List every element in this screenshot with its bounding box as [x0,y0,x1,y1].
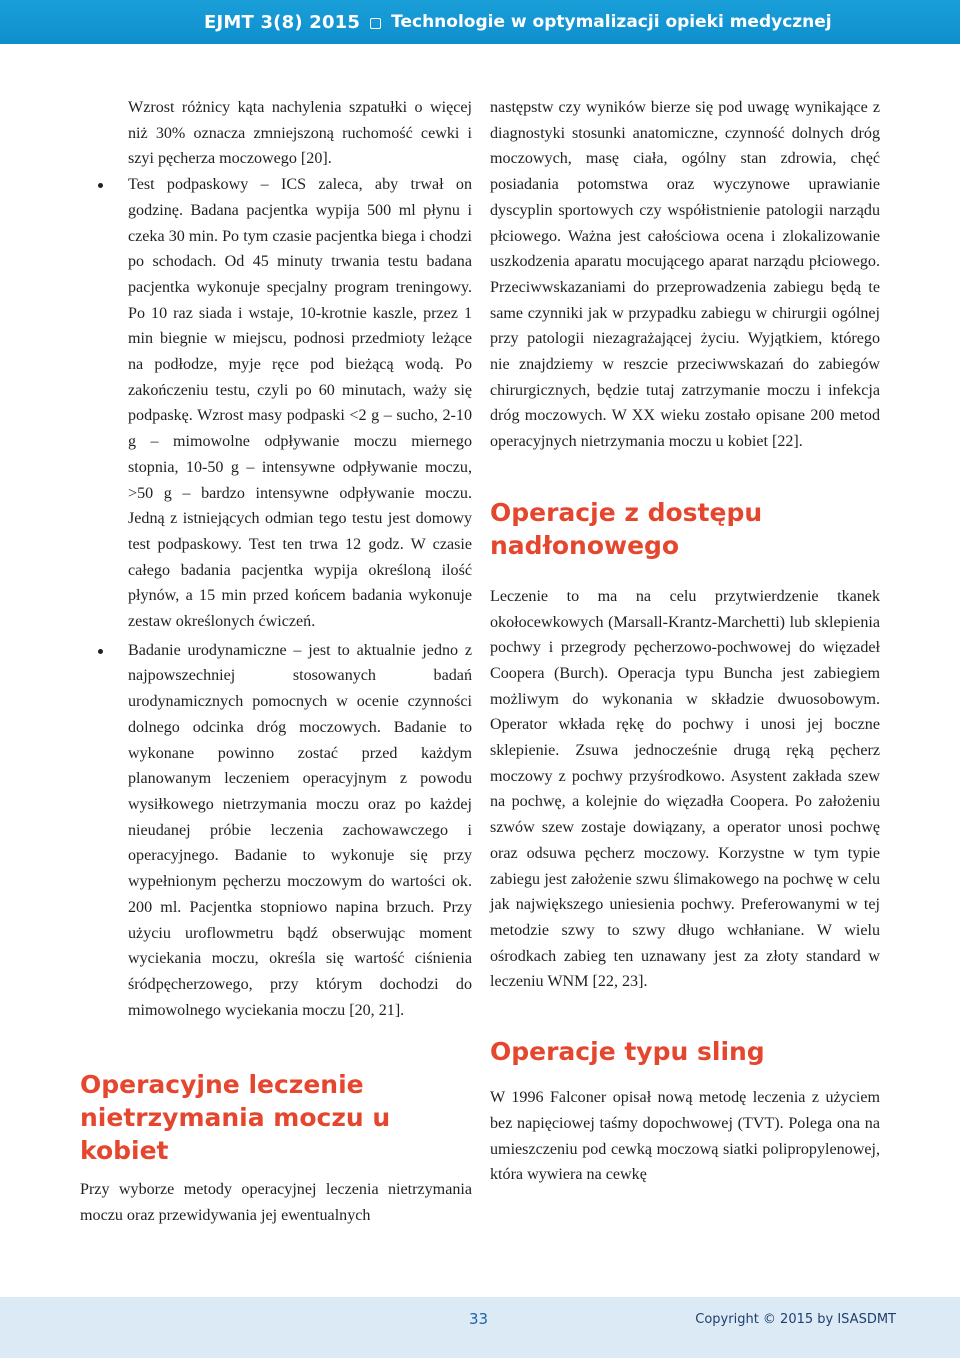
copyright-notice: Copyright © 2015 by ISASDMT [695,1312,896,1327]
list-item [128,638,472,1024]
page-number: 33 [469,1310,489,1328]
bullet-icon [98,183,103,188]
separator-square-icon [370,18,381,29]
bullet-text-pad-test: Test podpaskowy – ICS zaleca, aby trwał on godzinę. Badana pacjentka wypija 500 ml płynu i czeka 30 min. Po tym czasie pacjentka biega i chodzi po schodach. Od 45 minuty trwania testu badana pacjentka wykonuje specjalny program treningowy. Po 10 raz siada i wstaje, 10-krotnie kaszle, przez 1 min biegnie w miejscu, podnosi przedmioty leżące na podłodze, myje ręce pod bieżącą wodą. Po zakończeniu testu, czyli po 60 minutach, waży się podpaskę. Wzrost masy podpaski <2 g – sucho, 2-10 g – mimowolne odpływanie moczu miernego stopnia, 10-50 g – intensywne odpływanie moczu, >50 g – bardzo intensywne odpływanie moczu. Jedną z istniejących odmian tego testu jest domowy test podpaskowy. Test ten trwa 12 godz. W czasie całego badania pacjentka wypija określoną ilość płynów, a 15 min przed końcem badania wykonuje zestaw określonych ćwiczeń. [128,176,472,631]
section-paragraph: Leczenie to ma na celu przytwierdzenie tkanek okołocewkowych (Marsall-Krantz-Marchetti) lub sklepienia pochwy i przegrody pęcherzowo-pochwowej do więzadeł Coopera (Burch). Operacja typu Buncha jest zabiegiem możliwym do wykonania w składzie dwuosobowym. Operator wkłada rękę do pochwy i unosi jej boczne sklepienie. Zsuwa jednocześnie drugą ręką pęcherz moczowy z pochwy przyśrodkowo. Asystent zakłada szew na pochwę, a kolejnie do więzadła Coopera. Po założeniu szwów szew zostaje dowiązany, a operator unosi pochwę oraz odsuwa pęcherz moczowy. Korzystne w tym typie zabiegu jest założenie szwu ślimakowego na pochwę w celu jak największego uniesienia pochwy. Preferowanymi w tej metodzie szwy to szwy długo wchłaniane. W wielu ośrodkach zabieg ten uznawany jest za złoty standard w leczeniu WNM [22, 23]. [490,587,880,991]
journal-section-title: Technologie w optymalizacji opieki medycznej [391,12,832,32]
section-heading-sling: Operacje typu sling [490,1037,765,1067]
bullet-text-urodynamic: Badanie urodynamiczne – jest to aktualnie jedno z najpowszechniej stosowanych badań urodynamicznych pomocnych w ocenie czynności dolnego odcinka dróg moczowych. Badanie to wykonane powinno zostać przed każdym planowanym leczeniem operacyjnym z powodu wysiłkowego nietrzymania moczu oraz po każdej nieudanej próbie leczenia zachowawczego i operacyjnego. Badanie to wykonuje się przy wypełnionym pęcherzu moczowym do wartości ok. 200 ml. Pacjentka stopniowo napina brzuch. Przy użyciu uroflowmetru bądź obserwując moment wyciekania moczu, określa się wartość ciśnienia śródpęcherzowego, przy którym dochodzi do mimowolnego wyciekania moczu [20, 21]. [128,641,472,1019]
section-paragraph: W 1996 Falconer opisał nową metodę leczenia z użyciem bez napięciowej taśmy dopochwowej (TVT). Polega ona na umieszczeniu pod cewką moczową siatki polipropylenowej, która wywiera na cewkę [490,1089,880,1184]
bullet-list [80,172,472,1023]
section-paragraph: Przy wyborze metody operacyjnej leczenia nietrzymania moczu oraz przewidywania jej ewentualnych [80,1181,472,1225]
journal-name: EJMT 3(8) 2015 [204,11,361,33]
bullet-icon [98,649,103,654]
page-footer [0,1297,960,1358]
left-column [80,95,472,1229]
continued-paragraph: następstw czy wyników bierze się pod uwagę wynikające z diagnostyki stosunki anatomiczne, czynność dolnych dróg moczowych, masę ciała, ogólny stan zdrowia, chęć posiadania potomstwa oraz wyczynowe uprawianie dyscyplin sportowych czy współistnienie patologii narządu płciowego. Ważna jest całościowa ocena i zlokalizowanie uszkodzenia aparatu mocującego aparat narządu płciowego. Przeciwwskazaniami do przeprowadzenia zabiegu będą te same czynniki jak w przypadku zabiegu w chirurgii ogólnej przy patologii niezagrażającej życiu. Wyjątkiem, którego nie znajdziemy w reszcie przeciwwskazań do zabiegów chirurgicznych, będzie tutaj zatrzymanie moczu i infekcja dróg moczowych. W XX wieku zostało opisane 200 metod operacyjnych nietrzymania moczu u kobiet [22]. [490,99,880,451]
section-heading-surgical-treatment: Operacyjne leczenie nietrzymania moczu u kobiet [80,1070,391,1166]
intro-paragraph: Wzrost różnicy kąta nachylenia szpatułki o więcej niż 30% oznacza zmniejszoną ruchomość cewki i szyi pęcherza moczowego [20]. [128,99,472,168]
right-column [490,95,880,1188]
page-header [0,0,960,44]
list-item [128,172,472,635]
section-heading-suprapubic: Operacje z dostępu nadłonowego [490,497,763,560]
